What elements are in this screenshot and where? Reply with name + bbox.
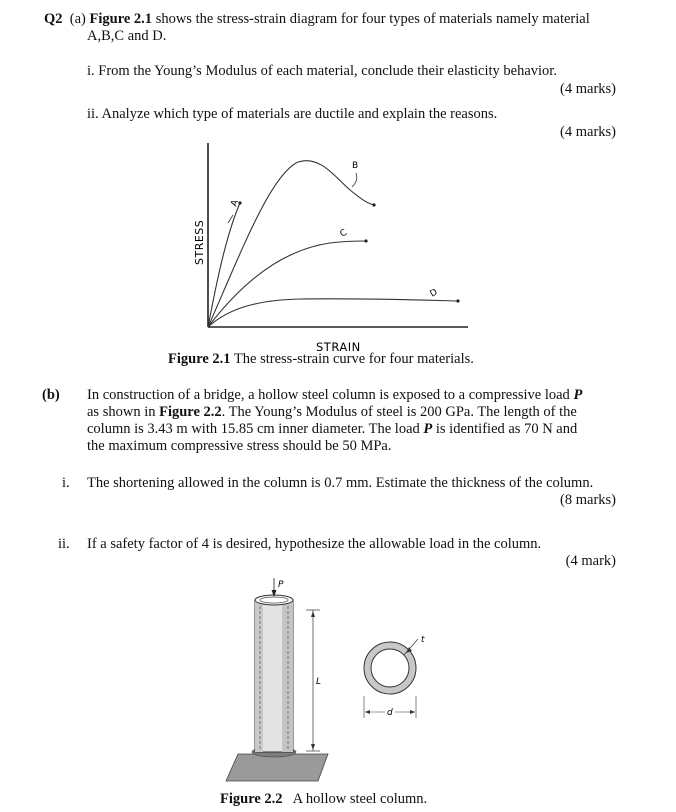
part-b-ii-marks: (4 mark)	[565, 553, 616, 569]
base-plate	[226, 754, 328, 781]
part-a-ii-marks: (4 marks)	[560, 124, 616, 140]
load-symbol-2: P	[423, 421, 433, 437]
hollow-column-figure	[220, 576, 450, 786]
part-b-text-6: the maximum compressive stress should be 50 MPa.	[87, 438, 392, 454]
question-number: Q2	[44, 11, 63, 27]
part-b-ii-question: If a safety factor of 4 is desired, hypothesize the allowable load in the column.	[87, 536, 542, 552]
y-axis-label: STRESS	[193, 219, 206, 265]
part-b-paragraph	[87, 387, 617, 455]
part-b-i-question: The shortening allowed in the column is 0.7 mm. Estimate the thickness of the column.	[87, 475, 594, 491]
figure-2-2-caption	[220, 791, 427, 808]
curve-a-label: A	[229, 198, 241, 209]
part-a-text-1: shows the stress-strain diagram for four types of materials namely material	[152, 11, 590, 27]
load-label: P	[278, 580, 284, 590]
curve-d-label: D	[428, 287, 440, 300]
part-b-i-marks: (8 marks)	[560, 492, 616, 508]
cross-section-inner	[371, 649, 409, 687]
figure-2-2-caption-text: A hollow steel column.	[282, 791, 428, 807]
figure-2-1-ref: Figure 2.1	[89, 11, 153, 27]
figure-2-2-caption-number: Figure 2.2	[220, 791, 283, 807]
column-shading-right	[282, 600, 293, 752]
part-a-i-marks: (4 marks)	[560, 81, 616, 97]
diameter-label: d	[387, 708, 393, 718]
part-a-ii-question: ii. Analyze which type of materials are ductile and explain the reasons.	[87, 106, 498, 122]
curve-c-end-marker	[364, 239, 367, 242]
part-b-text-5: is identified as 70 N and	[432, 421, 578, 437]
part-a-i-question: i. From the Young’s Modulus of each material, conclude their elasticity behavior.	[87, 63, 557, 79]
curve-b-label: B	[352, 161, 359, 171]
figure-2-1-caption-text: The stress-strain curve for four materials.	[230, 351, 474, 367]
part-b-text-4: column is 3.43 m with 15.85 cm inner diameter. The load	[87, 421, 424, 437]
column-top-inner	[260, 597, 288, 603]
part-b-label: (b)	[42, 387, 60, 403]
load-symbol: P	[573, 387, 583, 403]
thickness-label: t	[421, 635, 425, 645]
part-b-text-2: as shown in	[87, 404, 160, 420]
part-b-text-1: In construction of a bridge, a hollow steel column is exposed to a compressive load	[87, 387, 574, 403]
curve-d	[208, 299, 458, 327]
part-b-ii-number: ii.	[58, 536, 70, 552]
question-header-line	[44, 11, 590, 28]
column-shading-left	[255, 600, 263, 752]
figure-2-1-caption-number: Figure 2.1	[168, 351, 231, 367]
part-a-prefix: (a)	[69, 11, 86, 27]
part-a-text-2: A,B,C and D.	[87, 28, 167, 44]
curve-c-label: C	[338, 227, 349, 240]
length-label: L	[316, 677, 322, 687]
curve-d-end-marker	[456, 299, 459, 302]
part-b-text-3: . The Young’s Modulus of steel is 200 GPa. The length of the	[221, 404, 577, 420]
curve-c	[208, 241, 366, 327]
figure-2-2-ref: Figure 2.2	[159, 404, 222, 420]
part-b-i-number: i.	[62, 475, 70, 491]
stress-strain-diagram	[170, 135, 480, 360]
curve-b	[208, 161, 374, 327]
x-axis-label: STRAIN	[316, 340, 361, 354]
figure-2-1-caption	[168, 351, 474, 368]
curve-b-end-marker	[372, 203, 375, 206]
